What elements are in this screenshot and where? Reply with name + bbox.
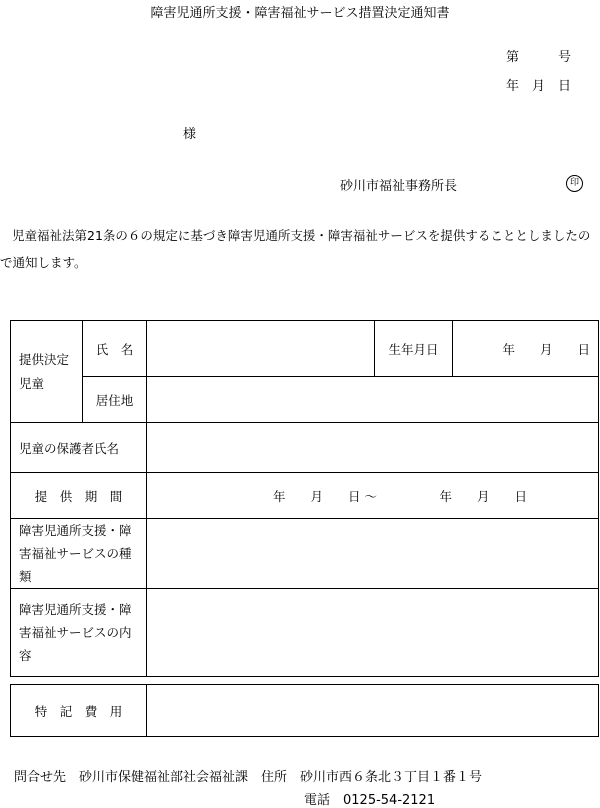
child-group-label: 提供決定児童 [11,321,83,423]
document-title: 障害児通所支援・障害福祉サービス措置決定通知書 [150,6,450,21]
address-field[interactable] [147,377,599,423]
name-label: 氏 名 [83,321,147,377]
service-type-row [11,519,599,589]
period-field[interactable]: 年 月 日 〜 年 月 日 [147,473,599,519]
decision-form-table [10,320,599,677]
period-label: 提 供 期 間 [11,473,147,519]
service-type-label: 障害児通所支援・障害福祉サービスの種類 [11,519,147,589]
service-type-field[interactable] [147,519,599,589]
birthdate-label: 生年月日 [375,321,453,377]
address-label: 居住地 [83,377,147,423]
guardian-field[interactable] [147,423,599,473]
child-address-row [11,377,599,423]
document-date: 年 月 日 [506,79,572,94]
special-cost-label: 特 記 費 用 [11,685,147,737]
special-cost-row [11,685,599,737]
birthdate-field[interactable]: 年 月 日 [453,321,599,377]
service-content-field[interactable] [147,589,599,677]
contact-info: 問合せ先 砂川市保健福祉部社会福祉課 住所 砂川市西６条北３丁目１番１号 [14,770,483,785]
service-content-row [11,589,599,677]
special-cost-field[interactable] [147,685,599,737]
special-cost-table [10,684,599,737]
guardian-row [11,423,599,473]
notice-paragraph [0,222,600,276]
guardian-label: 児童の保護者氏名 [11,423,147,473]
phone-info: 電話 0125-54-2121 [304,793,436,808]
document-number: 第 号 [506,50,572,65]
issuer-name: 砂川市福祉事務所長 [340,179,458,194]
name-field[interactable] [147,321,375,377]
notice-text: 児童福祉法第21条の６の規定に基づき障害児通所支援・障害福祉サービスを提供することとしましたので通知します。 [0,228,591,270]
period-row [11,473,599,519]
addressee-suffix: 様 [183,127,197,142]
child-name-row [11,321,599,377]
seal-mark: 印 [566,175,583,192]
service-content-label: 障害児通所支援・障害福祉サービスの内容 [11,589,147,677]
